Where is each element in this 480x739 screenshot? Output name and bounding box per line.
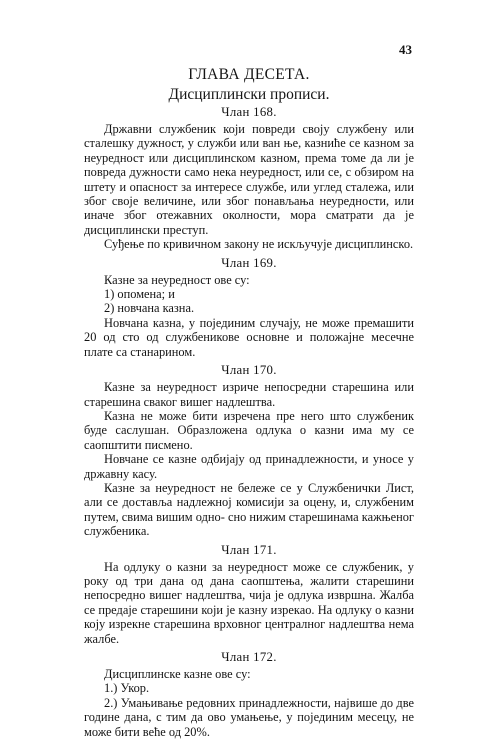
article-paragraph: Казне за неуредност изриче непосредни старешина или старешина сваког вишег надлештва. — [84, 380, 414, 409]
page-body — [84, 66, 414, 739]
article-paragraph: На одлуку о казни за неуредност може се службеник, у року од три дана од дана саопштења, жалити старешини непосредно вишег надлештва, чија је одлука извршна. Жалба се предаје старешини који је казну изрекао. На одлуку о казни коју изрекне старешина врховног централног надлештва нема жалбе. — [84, 559, 414, 646]
article-paragraph: Суђење по кривичном закону не искључује дисциплинско. — [104, 237, 414, 252]
chapter-title: ГЛАВА ДЕСЕТА. — [188, 66, 310, 83]
article-heading: Члан 169. — [221, 255, 277, 270]
article-heading: Члан 172. — [221, 650, 277, 664]
article-paragraph: Државни службеник који повреди своју службену или сталешку дужност, у служби или ван ње, казниће се казном за неуредност или дисциплинском казном, према томе да ли је повреда дужности само нека неуредност, или се, с обзиром на штету и опасност за интересе службе, или углед сталежа, или због своје величине, или због понављања неуредности, или иначе због отежавних околности, мора сматрати да је дисциплински преступ. — [84, 122, 414, 237]
page-number: 43 — [399, 42, 412, 57]
article-paragraph: Казне за неуредност не бележе се у Службенички Лист, али се доставља надлежној комисији за оцену, и, службеним путем, свима вишим одно- сно нижим старешинама кажњеног службеника. — [84, 480, 414, 539]
list-item: 1) опомена; и — [104, 287, 175, 302]
list-item: 1.) Укор. — [104, 681, 150, 696]
article-paragraph: 2.) Умањивање редовних принадлежности, највише до две године дана, с тим да ово умањење, у појединим месецу, не може бити веће од 20%. — [84, 695, 414, 739]
article-heading: Члан 171. — [221, 542, 277, 557]
chapter-subtitle: Дисциплински прописи. — [168, 86, 330, 103]
article-paragraph: Казна не може бити изречена пре него што службеник буде саслушан. Образложена одлука о казни има му се саопштити писмено. — [84, 408, 414, 452]
list-item: 2) новчана казна. — [104, 301, 195, 316]
article-paragraph: Новчане се казне одбијају од принадлежности, и уносе у државну касу. — [84, 452, 414, 481]
article-paragraph: Новчана казна, у појединим случају, не може премашити 20 од сто од службеникове основне и положајне месечне плате са станарином. — [84, 315, 414, 359]
article-intro: Казне за неуредност ове су: — [104, 272, 250, 287]
article-intro: Дисциплинске казне ове су: — [104, 667, 251, 681]
article-heading: Члан 168. — [221, 105, 277, 119]
article-heading: Члан 170. — [221, 363, 277, 378]
